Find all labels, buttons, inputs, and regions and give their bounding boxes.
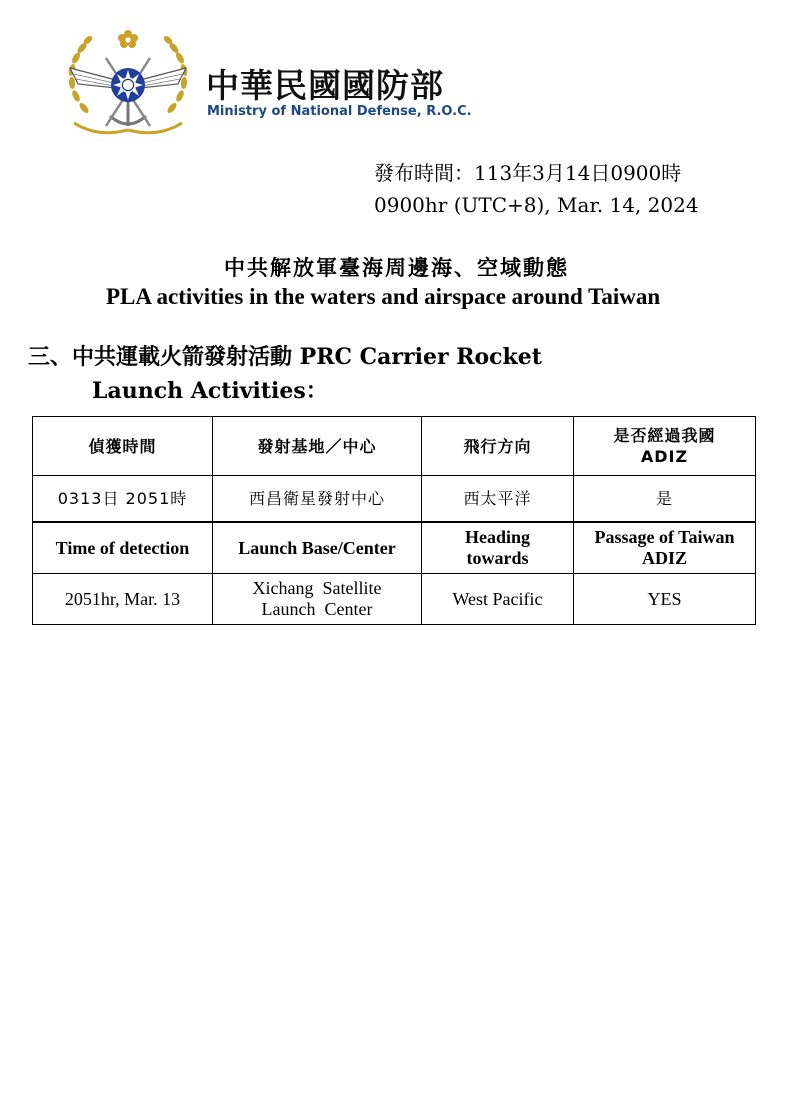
header-adiz-en — [574, 522, 756, 574]
org-name-zh: 中華民國國防部 — [206, 66, 444, 105]
header-time-zh: 偵獲時間 — [33, 417, 213, 476]
cell-base-en-line1: Xichang Satellite — [252, 578, 382, 598]
cell-base-en — [213, 574, 422, 625]
document-title-en: PLA activities in the waters and airspace around Taiwan — [106, 284, 661, 309]
header-heading-en-line2: towards — [466, 548, 529, 568]
header-time-en: Time of detection — [33, 522, 213, 574]
document-title-zh: 中共解放軍臺海周邊海、空域動態 — [224, 256, 569, 280]
cell-adiz-en: YES — [574, 574, 756, 625]
header-adiz-en-line2: ADIZ — [641, 548, 687, 568]
cell-adiz-zh: 是 — [574, 476, 756, 523]
ministry-emblem-logo — [58, 28, 198, 140]
release-time-zh: 發布時間：113年3月14日0900時 — [374, 161, 682, 185]
header-heading-en-line1: Heading — [464, 527, 530, 547]
table-row-en — [33, 574, 756, 625]
section-heading: 三、中共運載火箭發射活動 PRC Carrier Rocket — [28, 344, 542, 370]
header-adiz-zh-line1: 是否經過我國 — [613, 426, 716, 445]
table-row-zh — [33, 476, 756, 523]
header-adiz-zh — [574, 417, 756, 476]
cell-heading-zh: 西太平洋 — [422, 476, 574, 523]
cell-base-en-line2: Launch Center — [261, 599, 373, 619]
header-base-en: Launch Base/Center — [213, 522, 422, 574]
launch-activities-table — [32, 416, 756, 625]
header-heading-zh: 飛行方向 — [422, 417, 574, 476]
org-name-en: Ministry of National Defense, R.O.C. — [207, 104, 472, 119]
table-header-row-zh — [33, 417, 756, 476]
release-time — [374, 157, 699, 221]
cell-heading-en: West Pacific — [422, 574, 574, 625]
release-time-en: 0900hr (UTC+8), Mar. 14, 2024 — [374, 193, 699, 217]
section-heading-continued: Launch Activities： — [92, 378, 328, 404]
plum-blossom-icon — [118, 30, 138, 48]
header-adiz-en-line1: Passage of Taiwan — [594, 527, 735, 547]
table-header-row-en — [33, 522, 756, 574]
header-heading-en — [422, 522, 574, 574]
header-adiz-zh-line2: ADIZ — [640, 447, 689, 466]
cell-time-en: 2051hr, Mar. 13 — [33, 574, 213, 625]
cell-time-zh: 0313日 2051時 — [33, 476, 213, 523]
cell-base-zh: 西昌衛星發射中心 — [213, 476, 422, 523]
header-base-zh: 發射基地／中心 — [213, 417, 422, 476]
